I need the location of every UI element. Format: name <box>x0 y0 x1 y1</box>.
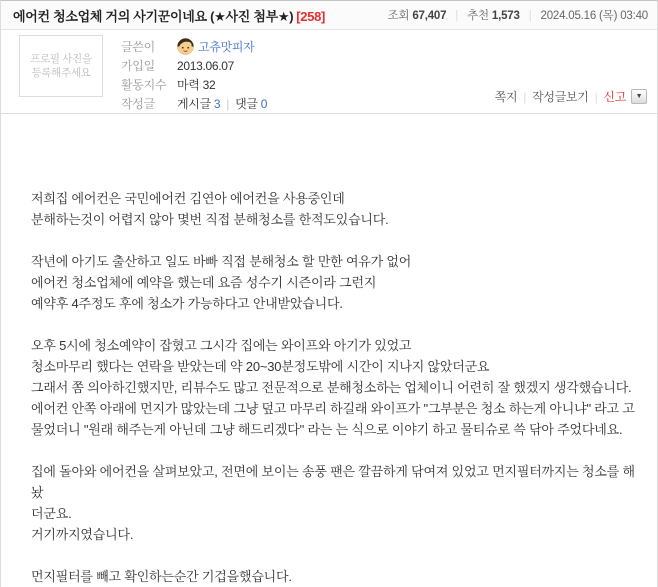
post-paragraph: 오후 5시에 청소예약이 잡혔고 그시각 집에는 와이프와 아기가 있었고 청소마무리 했다는 연락을 받았는데 약 20~30분정도밖에 시간이 지나지 않았더군요 그래서 쫌 의아하긴했지만, 리뷰수도 많고 전문적으로 분해청소하는 업체이니 어련히 잘 했겠지 생각했습니다. 에어컨 안쪽 아래에 먼지가 많았는데 그냥 덮고 마무리 하길래 와이프가 "그부분은 청소 하는게 아니냐" 라고 고 물었더니 "원래 해주는게 아닌데 그냥 해드리겠다" 라는 는 식으로 이야기 하고 물티슈로 쓱 닦아 주었다네요. <box>31 338 635 437</box>
comments-link[interactable]: 댓글 <box>235 97 258 111</box>
avatar-icon <box>177 38 194 55</box>
activity-label: 활동지수 <box>121 78 167 92</box>
author-username-link[interactable]: 고츄맛피자 <box>198 40 255 54</box>
views-label: 조회 <box>387 10 410 22</box>
post-paragraph: 작년에 아기도 출산하고 일도 바빠 직접 분해청소 할 만한 여유가 없어 에어컨 청소업체에 예약을 했는데 요즘 성수기 시즌이라 그런지 예약후 4주정도 후에 청소가 가능하다고 안내받았습니다. <box>31 254 412 311</box>
post-paragraph: 저희집 에어컨은 국민에어컨 김연아 에어컨을 사용중인데 분해하는것이 어렵지 않아 몇번 직접 분해청소를 한적도있습니다. <box>31 191 389 227</box>
activity-value: 마력 32 <box>177 78 216 92</box>
posts-summary <box>177 95 267 112</box>
post-header <box>1 1 657 30</box>
author-row-posts <box>121 94 267 113</box>
view-posts-button[interactable]: 작성글보기 <box>532 90 589 104</box>
views-value: 67,407 <box>412 10 447 22</box>
chevron-down-icon: ▼ <box>635 93 643 100</box>
post-date: 2024.05.16 (목) 03:40 <box>540 10 648 22</box>
post-paragraph: 집에 돌아와 에어컨을 살펴보았고, 전면에 보이는 송풍 팬은 깔끔하게 닦여져 있었고 먼지필터까지는 청소를 해놨 더군요. 거기까지였습니다. <box>31 464 635 542</box>
post-stats <box>387 7 648 23</box>
actions-divider: | <box>523 89 527 104</box>
author-row-writer <box>121 37 267 56</box>
likes-label: 추천 <box>467 10 489 22</box>
posts-count[interactable]: 3 <box>213 96 221 111</box>
stats-divider: | <box>528 10 532 22</box>
author-row-activity <box>121 75 267 94</box>
posts-label: 작성글 <box>121 97 155 111</box>
profile-photo-placeholder[interactable] <box>19 35 103 97</box>
posts-link[interactable]: 게시글 <box>177 97 211 111</box>
message-button[interactable]: 쪽지 <box>494 90 518 104</box>
author-section <box>1 30 657 114</box>
author-row-join <box>121 56 267 75</box>
posts-divider: | <box>226 96 230 111</box>
join-label: 가입일 <box>121 59 155 73</box>
post-body <box>1 114 657 587</box>
report-dropdown-button[interactable] <box>631 89 647 104</box>
author-info <box>121 37 267 113</box>
writer-value <box>177 38 254 55</box>
comment-count-badge[interactable]: [258] <box>296 8 326 24</box>
profile-placeholder-text: 프로필 사진을 등록해주세요 <box>30 53 92 79</box>
author-actions <box>495 88 647 105</box>
likes-value: 1,573 <box>491 10 520 22</box>
post-title-text: 에어컨 청소업체 거의 사기꾼이네요 (★사진 첨부★) <box>13 8 294 24</box>
post-title <box>13 6 325 25</box>
report-button[interactable]: 신고 <box>603 90 626 104</box>
post-paragraph: 먼지필터를 빼고 확인하는순간 기겁을했습니다. <box>31 569 292 584</box>
actions-divider: | <box>594 89 598 104</box>
join-date: 2013.06.07 <box>177 58 235 73</box>
comments-count[interactable]: 0 <box>260 96 268 111</box>
stats-divider: | <box>455 10 459 22</box>
writer-label: 글쓴이 <box>121 40 155 54</box>
